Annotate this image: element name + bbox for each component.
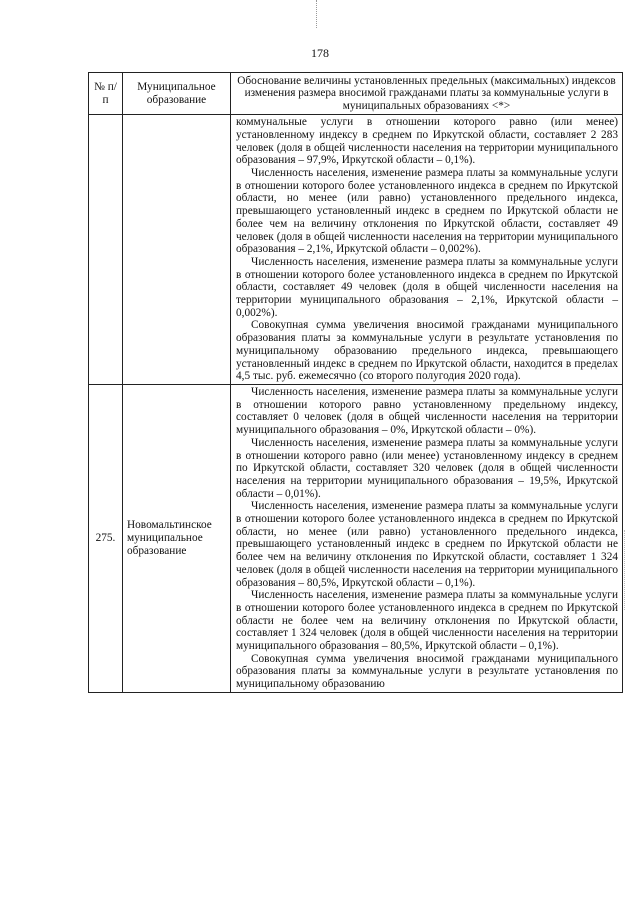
page-number: 178 — [311, 46, 329, 60]
paragraph: Численность населения, изменение размера платы за коммунальные услуги в отношении которого более установленного индекса в среднем по Иркутской области, но менее (или равно) установленного предельного индекса, превышающего установленный индекс в среднем по Иркутской области не более чем на величину отклонения по Иркутской области, составляет 1 324 человек (доля в общей численности населения на территории муниципального образования – 80,5%, Иркутской области – 0,1%). — [236, 500, 618, 589]
scan-artifact — [624, 530, 626, 610]
paragraph: Численность населения, изменение размера платы за коммунальные услуги в отношении которого более установленного индекса в среднем по Иркутской области не более чем на величину отклонения по Иркутской области, составляет 1 324 человек (доля в общей численности населения на территории муниципального образования – 80,5%, Иркутской области – 0,1%). — [236, 589, 618, 653]
paragraph: Численность населения, изменение размера платы за коммунальные услуги в отношении которого более установленного индекса в среднем по Иркутской области, но менее (или равно) установленного предельного индекса, превышающего установленный индекс в среднем по Иркутской области не более чем на величину отклонения по Иркутской области, составляет 49 человек (доля в общей численности населения на территории муниципального образования – 2,1%, Иркутской области – 0,002%). — [236, 167, 618, 256]
paragraph: Численность населения, изменение размера платы за коммунальные услуги в отношении которого равно (или менее) установленному индексу в среднем по Иркутской области, составляет 320 человек (доля в общей численности населения на территории муниципального образования – 19,5%, Иркутской области – 0,01%). — [236, 436, 618, 500]
paragraph: Совокупная сумма увеличения вносимой гражданами муниципального образования платы за коммунальные услуги в результате установления по муниципальному образованию — [236, 652, 618, 691]
paragraph: Совокупная сумма увеличения вносимой гражданами муниципального образования платы за коммунальные услуги в результате установления по муниципальному образованию предельного индекса, превышающего установленный индекс в среднем по Иркутской области, находится в пределах 4,5 тыс. руб. ежемесячно (со второго полугодия 2020 года). — [236, 319, 618, 383]
table-row — [89, 115, 623, 385]
justification-table — [88, 72, 623, 693]
row-num: 275. — [89, 384, 123, 692]
header-municipality: Муниципальное образование — [123, 73, 231, 115]
table-row — [89, 384, 623, 692]
header-num: № п/п — [89, 73, 123, 115]
row-num — [89, 115, 123, 385]
row-municipality — [123, 115, 231, 385]
header-justification: Обоснование величины установленных предельных (максимальных) индексов изменения размера вносимой гражданами платы за коммунальные услуги в муниципальных образованиях <*> — [231, 73, 623, 115]
paragraph: Численность населения, изменение размера платы за коммунальные услуги в отношении которого равно установленному предельному индексу, составляет 0 человек (доля в общей численности населения на территории муниципального образования – 0%, Иркутской области – 0%). — [236, 385, 618, 437]
row-justification — [231, 115, 623, 385]
paragraph: Численность населения, изменение размера платы за коммунальные услуги в отношении которого более установленного индекса в среднем по Иркутской области, составляет 49 человек (доля в общей численности населения на территории муниципального образования – 2,1%, Иркутской области – 0,002%). — [236, 255, 618, 319]
row-municipality: Новомальтинское муниципальное образование — [123, 384, 231, 692]
paragraph: коммунальные услуги в отношении которого равно (или менее) установленному индексу в среднем по Иркутской области, составляет 2 283 человек (доля в общей численности населения на территории муниципального образования – 97,9%, Иркутской области – 0,1%). — [236, 116, 618, 167]
row-justification — [231, 384, 623, 692]
scan-artifact — [316, 0, 318, 28]
table-header-row — [89, 73, 623, 115]
